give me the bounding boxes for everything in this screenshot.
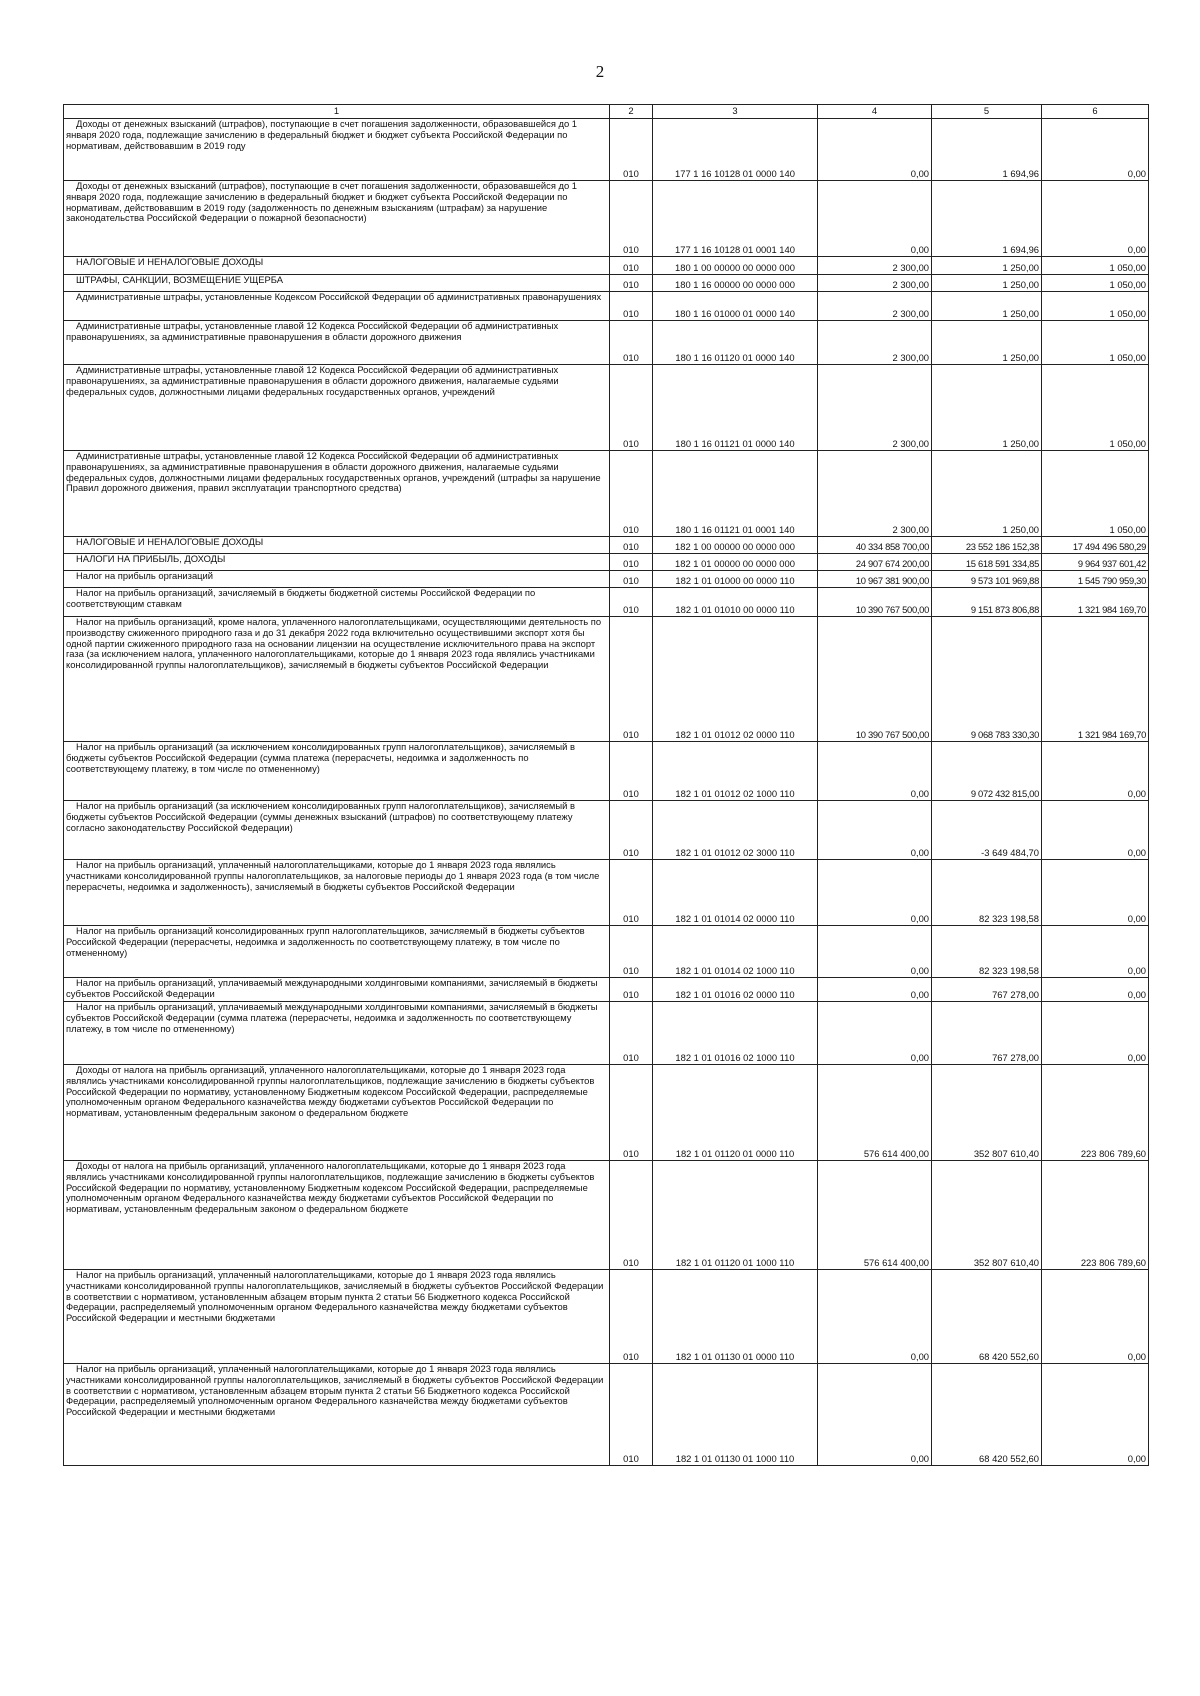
row-line-code: 010 — [610, 1161, 653, 1270]
row-value-col4: 0,00 — [818, 801, 932, 860]
table-row — [64, 801, 1149, 860]
row-line-code: 010 — [610, 181, 653, 257]
row-value-col5: 1 250,00 — [932, 292, 1042, 321]
table-row — [64, 571, 1149, 588]
row-line-code: 010 — [610, 119, 653, 181]
table-row — [64, 275, 1149, 292]
row-value-col6: 0,00 — [1042, 801, 1149, 860]
row-description-text: Административные штрафы, установленные главой 12 Кодекса Российской Федерации об административных правонарушениях, за административные правонарушения в области дорожного движения — [66, 320, 559, 342]
row-value-col6: 223 806 789,60 — [1042, 1161, 1149, 1270]
row-description-text: Налог на прибыль организаций, кроме налога, уплаченного налогоплательщиками, осуществляющими деятельность по производству сжиженного природного газа и до 31 декабря 2022 года включительно осуществившими экспорт хотя бы одной партии сжиженного природного газа на основании лицензии на осуществление исключительного права на экспорт газа (за исключением налога, уплаченного налогоплательщиками, которые до 1 января 2023 года являлись участниками консолидированной группы налогоплательщиков), зачисляемый в бюджеты субъектов Российской Федерации — [66, 616, 602, 671]
row-description — [64, 257, 610, 275]
row-budget-code: 182 1 01 01000 00 0000 110 — [653, 571, 818, 588]
table-header-row — [64, 105, 1149, 119]
row-description-text: Налог на прибыль организаций (за исключением консолидированных групп налогоплательщиков), зачисляемый в бюджеты субъектов Российской Федерации (сумма платежа (перерасчеты, недоимка и задолженность по соответствующему платежу, в том числе по отмененному) — [66, 741, 575, 774]
row-value-col5: 82 323 198,58 — [932, 926, 1042, 978]
row-value-col4: 0,00 — [818, 1364, 932, 1466]
row-budget-code: 182 1 00 00000 00 0000 000 — [653, 537, 818, 554]
table-row — [64, 860, 1149, 926]
table-row — [64, 588, 1149, 617]
row-description — [64, 1002, 610, 1065]
table-row — [64, 1161, 1149, 1270]
row-value-col5: 68 420 552,60 — [932, 1364, 1042, 1466]
row-value-col6: 0,00 — [1042, 1002, 1149, 1065]
table-row — [64, 451, 1149, 537]
row-line-code: 010 — [610, 1065, 653, 1161]
column-header: 2 — [610, 105, 653, 119]
row-budget-code: 182 1 01 01014 02 1000 110 — [653, 926, 818, 978]
row-description — [64, 554, 610, 571]
row-line-code: 010 — [610, 588, 653, 617]
row-description — [64, 1270, 610, 1364]
row-budget-code: 182 1 01 01120 01 0000 110 — [653, 1065, 818, 1161]
column-header: 3 — [653, 105, 818, 119]
row-budget-code: 182 1 01 01012 02 3000 110 — [653, 801, 818, 860]
row-value-col6: 1 321 984 169,70 — [1042, 588, 1149, 617]
row-value-col4: 2 300,00 — [818, 365, 932, 451]
table-row — [64, 617, 1149, 742]
row-value-col6: 1 545 790 959,30 — [1042, 571, 1149, 588]
row-value-col4: 0,00 — [818, 742, 932, 801]
row-description-text: Административные штрафы, установленные Кодексом Российской Федерации об административных правонарушениях — [76, 291, 602, 302]
row-line-code: 010 — [610, 365, 653, 451]
row-value-col5: 15 618 591 334,85 — [932, 554, 1042, 571]
row-value-col5: 1 694,96 — [932, 181, 1042, 257]
row-value-col5: 1 250,00 — [932, 321, 1042, 365]
row-budget-code: 177 1 16 10128 01 0000 140 — [653, 119, 818, 181]
row-value-col4: 0,00 — [818, 860, 932, 926]
row-description-text: Налог на прибыль организаций — [76, 570, 214, 581]
table-row — [64, 1270, 1149, 1364]
row-value-col6: 1 050,00 — [1042, 257, 1149, 275]
row-description-text: Налог на прибыль организаций, зачисляемый в бюджеты бюджетной системы Российской Федерации по соответствующим ставкам — [66, 587, 536, 609]
column-header: 5 — [932, 105, 1042, 119]
row-budget-code: 182 1 01 01012 02 0000 110 — [653, 617, 818, 742]
row-value-col5: 1 250,00 — [932, 275, 1042, 292]
row-description — [64, 617, 610, 742]
row-budget-code: 182 1 01 01010 00 0000 110 — [653, 588, 818, 617]
row-value-col4: 0,00 — [818, 119, 932, 181]
row-line-code: 010 — [610, 926, 653, 978]
row-value-col5: 9 068 783 330,30 — [932, 617, 1042, 742]
row-description-text: Доходы от денежных взысканий (штрафов), поступающие в счет погашения задолженности, образовавшейся до 1 января 2020 года, подлежащие зачислению в федеральный бюджет и бюджет субъекта Российской Федерации по нормативам, действовавшим в 2019 году (задолженность по денежным взысканиям (штрафам) за нарушение законодательства Российской Федерации о пожарной безопасности) — [66, 180, 578, 224]
row-description-text: Доходы от налога на прибыль организаций, уплаченного налогоплательщиками, которые до 1 января 2023 года являлись участниками консолидированной группы налогоплательщиков, подлежащие зачислению в бюджеты субъектов Российской Федерации по нормативу, установленному Бюджетным кодексом Российской Федерации, распределяемые уполномоченным органом Федерального казначейства между бюджетами субъектов Российской Федерации по нормативам, установленным федеральным законом о федеральном бюджете — [66, 1064, 595, 1119]
row-value-col4: 40 334 858 700,00 — [818, 537, 932, 554]
row-budget-code: 182 1 01 01016 02 0000 110 — [653, 978, 818, 1002]
row-description-text: Доходы от денежных взысканий (штрафов), поступающие в счет погашения задолженности, образовавшейся до 1 января 2020 года, подлежащие зачислению в федеральный бюджет и бюджет субъекта Российской Федерации по нормативам, действовавшим в 2019 году — [66, 118, 578, 151]
table-row — [64, 537, 1149, 554]
row-line-code: 010 — [610, 571, 653, 588]
table-row — [64, 926, 1149, 978]
row-description — [64, 801, 610, 860]
row-value-col6: 1 050,00 — [1042, 365, 1149, 451]
row-value-col6: 1 321 984 169,70 — [1042, 617, 1149, 742]
row-value-col6: 0,00 — [1042, 181, 1149, 257]
row-value-col4: 0,00 — [818, 978, 932, 1002]
row-budget-code: 180 1 16 01120 01 0000 140 — [653, 321, 818, 365]
row-budget-code: 177 1 16 10128 01 0001 140 — [653, 181, 818, 257]
table-row — [64, 365, 1149, 451]
row-budget-code: 182 1 01 01120 01 1000 110 — [653, 1161, 818, 1270]
row-value-col5: 68 420 552,60 — [932, 1270, 1042, 1364]
row-value-col4: 0,00 — [818, 1002, 932, 1065]
row-value-col6: 0,00 — [1042, 119, 1149, 181]
table-row — [64, 554, 1149, 571]
row-line-code: 010 — [610, 860, 653, 926]
row-line-code: 010 — [610, 537, 653, 554]
table-row — [64, 321, 1149, 365]
table-row — [64, 181, 1149, 257]
row-value-col4: 24 907 674 200,00 — [818, 554, 932, 571]
row-line-code: 010 — [610, 1002, 653, 1065]
row-value-col6: 223 806 789,60 — [1042, 1065, 1149, 1161]
row-value-col5: 1 694,96 — [932, 119, 1042, 181]
row-line-code: 010 — [610, 978, 653, 1002]
row-budget-code: 182 1 01 01130 01 0000 110 — [653, 1270, 818, 1364]
row-value-col5: 352 807 610,40 — [932, 1161, 1042, 1270]
row-line-code: 010 — [610, 292, 653, 321]
column-header: 6 — [1042, 105, 1149, 119]
row-line-code: 010 — [610, 257, 653, 275]
row-description-text: Налог на прибыль организаций консолидированных групп налогоплательщиков, зачисляемый в бюджеты субъектов Российской Федерации (перерасчеты, недоимка и задолженность по соответствующему платежу, в том числе по отмененному) — [66, 925, 585, 958]
row-description — [64, 119, 610, 181]
row-description-text: Налог на прибыль организаций, уплаченный налогоплательщиками, которые до 1 января 2023 года являлись участниками консолидированной группы налогоплательщиков, зачисляемый в бюджеты субъектов Российской Федерации в соответствии с нормативом, установленным абзацем вторым пункта 2 статьи 56 Бюджетного кодекса Российской Федерации, распределяемый уполномоченным органом Федерального казначейства между бюджетами субъектов Российской Федерации и местными бюджетами — [66, 1269, 604, 1324]
row-value-col6: 1 050,00 — [1042, 292, 1149, 321]
row-budget-code: 180 1 16 01121 01 0000 140 — [653, 365, 818, 451]
row-description-text: Административные штрафы, установленные главой 12 Кодекса Российской Федерации об административных правонарушениях, за административные правонарушения в области дорожного движения, налагаемые судьями федеральных судов, должностными лицами федеральных государственных органов, учреждений — [66, 364, 559, 397]
row-budget-code: 182 1 01 01130 01 1000 110 — [653, 1364, 818, 1466]
row-description — [64, 1065, 610, 1161]
row-value-col6: 0,00 — [1042, 860, 1149, 926]
row-budget-code: 180 1 16 01121 01 0001 140 — [653, 451, 818, 537]
row-description — [64, 1161, 610, 1270]
table-row — [64, 978, 1149, 1002]
row-description — [64, 451, 610, 537]
row-description — [64, 860, 610, 926]
row-value-col5: 9 573 101 969,88 — [932, 571, 1042, 588]
row-value-col5: -3 649 484,70 — [932, 801, 1042, 860]
row-value-col6: 9 964 937 601,42 — [1042, 554, 1149, 571]
row-budget-code: 180 1 00 00000 00 0000 000 — [653, 257, 818, 275]
row-budget-code: 182 1 01 01016 02 1000 110 — [653, 1002, 818, 1065]
row-value-col6: 0,00 — [1042, 1270, 1149, 1364]
column-header: 4 — [818, 105, 932, 119]
row-description-text: Административные штрафы, установленные главой 12 Кодекса Российской Федерации об административных правонарушениях, за административные правонарушения в области дорожного движения, налагаемые судьями федеральных судов, должностными лицами федеральных государственных органов, учреждений (штрафы за нарушение Правил дорожного движения, правил эксплуатации транспортного средства) — [66, 450, 601, 494]
row-value-col6: 0,00 — [1042, 978, 1149, 1002]
row-description-text: Налог на прибыль организаций, уплачиваемый международными холдинговыми компаниями, зачисляемый в бюджеты субъектов Российской Федерации (сумма платежа (перерасчеты, недоимка и задолженность по соответствующему платежу, в том числе по отмененному) — [66, 1001, 598, 1034]
row-value-col4: 10 390 767 500,00 — [818, 588, 932, 617]
row-value-col5: 9 151 873 806,88 — [932, 588, 1042, 617]
row-budget-code: 180 1 16 01000 01 0000 140 — [653, 292, 818, 321]
table-row — [64, 1364, 1149, 1466]
row-description-text: Доходы от налога на прибыль организаций, уплаченного налогоплательщиками, которые до 1 января 2023 года являлись участниками консолидированной группы налогоплательщиков, подлежащие зачислению в бюджеты субъектов Российской Федерации по нормативу, установленному Бюджетным кодексом Российской Федерации, распределяемые уполномоченным органом Федерального казначейства между бюджетами субъектов Российской Федерации по нормативам, установленным федеральным законом о федеральном бюджете — [66, 1160, 595, 1215]
row-budget-code: 182 1 01 01012 02 1000 110 — [653, 742, 818, 801]
row-value-col6: 1 050,00 — [1042, 275, 1149, 292]
row-description-text: НАЛОГОВЫЕ И НЕНАЛОГОВЫЕ ДОХОДЫ — [76, 536, 264, 547]
row-line-code: 010 — [610, 1270, 653, 1364]
row-description — [64, 978, 610, 1002]
row-description-text: Налог на прибыль организаций (за исключением консолидированных групп налогоплательщиков), зачисляемый в бюджеты субъектов Российской Федерации (суммы денежных взысканий (штрафов) по соответствующему платежу согласно законодательству Российской Федерации) — [66, 800, 575, 833]
row-description — [64, 365, 610, 451]
row-value-col6: 0,00 — [1042, 1364, 1149, 1466]
row-value-col6: 1 050,00 — [1042, 321, 1149, 365]
page-number: 2 — [595, 62, 605, 81]
row-value-col5: 1 250,00 — [932, 451, 1042, 537]
row-value-col4: 2 300,00 — [818, 292, 932, 321]
row-value-col5: 352 807 610,40 — [932, 1065, 1042, 1161]
row-description — [64, 1364, 610, 1466]
row-line-code: 010 — [610, 451, 653, 537]
table-row — [64, 742, 1149, 801]
row-value-col4: 576 614 400,00 — [818, 1161, 932, 1270]
row-line-code: 010 — [610, 617, 653, 742]
row-line-code: 010 — [610, 321, 653, 365]
row-value-col6: 0,00 — [1042, 926, 1149, 978]
row-description-text: НАЛОГИ НА ПРИБЫЛЬ, ДОХОДЫ — [76, 553, 226, 564]
row-description-text: ШТРАФЫ, САНКЦИИ, ВОЗМЕЩЕНИЕ УЩЕРБА — [76, 274, 284, 285]
row-description — [64, 321, 610, 365]
row-line-code: 010 — [610, 275, 653, 292]
row-description-text: Налог на прибыль организаций, уплаченный налогоплательщиками, которые до 1 января 2023 года являлись участниками консолидированной группы налогоплательщиков, за налоговые периоды до 1 января 2023 года (в том числе перерасчеты, недоимка и задолженность), зачисляемый в бюджеты субъектов Российской Федерации — [66, 859, 600, 892]
row-line-code: 010 — [610, 742, 653, 801]
row-value-col4: 10 390 767 500,00 — [818, 617, 932, 742]
row-value-col5: 1 250,00 — [932, 365, 1042, 451]
row-value-col6: 17 494 496 580,29 — [1042, 537, 1149, 554]
column-header: 1 — [64, 105, 610, 119]
row-description — [64, 742, 610, 801]
row-value-col6: 0,00 — [1042, 742, 1149, 801]
row-description — [64, 275, 610, 292]
row-value-col4: 10 967 381 900,00 — [818, 571, 932, 588]
row-value-col4: 2 300,00 — [818, 257, 932, 275]
row-description-text: Налог на прибыль организаций, уплаченный налогоплательщиками, которые до 1 января 2023 года являлись участниками консолидированной группы налогоплательщиков, зачисляемый в бюджеты субъектов Российской Федерации в соответствии с нормативом, установленным абзацем вторым пункта 2 статьи 56 Бюджетного кодекса Российской Федерации, распределяемый уполномоченным органом Федерального казначейства между бюджетами субъектов Российской Федерации и местными бюджетами — [66, 1363, 604, 1418]
row-value-col4: 0,00 — [818, 181, 932, 257]
row-description — [64, 181, 610, 257]
row-value-col6: 1 050,00 — [1042, 451, 1149, 537]
budget-revenue-table — [63, 104, 1149, 1466]
table-row — [64, 292, 1149, 321]
row-value-col4: 0,00 — [818, 926, 932, 978]
row-description — [64, 571, 610, 588]
row-budget-code: 182 1 01 01014 02 0000 110 — [653, 860, 818, 926]
table-row — [64, 119, 1149, 181]
row-value-col4: 2 300,00 — [818, 321, 932, 365]
table-row — [64, 1002, 1149, 1065]
row-value-col5: 767 278,00 — [932, 978, 1042, 1002]
row-value-col5: 767 278,00 — [932, 1002, 1042, 1065]
row-description — [64, 926, 610, 978]
table-row — [64, 1065, 1149, 1161]
row-value-col4: 0,00 — [818, 1270, 932, 1364]
row-description — [64, 588, 610, 617]
row-value-col5: 23 552 186 152,38 — [932, 537, 1042, 554]
row-value-col5: 1 250,00 — [932, 257, 1042, 275]
row-description-text: Налог на прибыль организаций, уплачиваемый международными холдинговыми компаниями, зачисляемый в бюджеты субъектов Российской Федерации — [66, 977, 598, 999]
row-value-col5: 82 323 198,58 — [932, 860, 1042, 926]
row-value-col5: 9 072 432 815,00 — [932, 742, 1042, 801]
table-body — [64, 119, 1149, 1466]
row-value-col4: 2 300,00 — [818, 275, 932, 292]
row-line-code: 010 — [610, 801, 653, 860]
row-description-text: НАЛОГОВЫЕ И НЕНАЛОГОВЫЕ ДОХОДЫ — [76, 256, 264, 267]
row-budget-code: 180 1 16 00000 00 0000 000 — [653, 275, 818, 292]
row-description — [64, 292, 610, 321]
row-line-code: 010 — [610, 1364, 653, 1466]
row-value-col4: 576 614 400,00 — [818, 1065, 932, 1161]
row-budget-code: 182 1 01 00000 00 0000 000 — [653, 554, 818, 571]
table-row — [64, 257, 1149, 275]
row-line-code: 010 — [610, 554, 653, 571]
row-value-col4: 2 300,00 — [818, 451, 932, 537]
row-description — [64, 537, 610, 554]
